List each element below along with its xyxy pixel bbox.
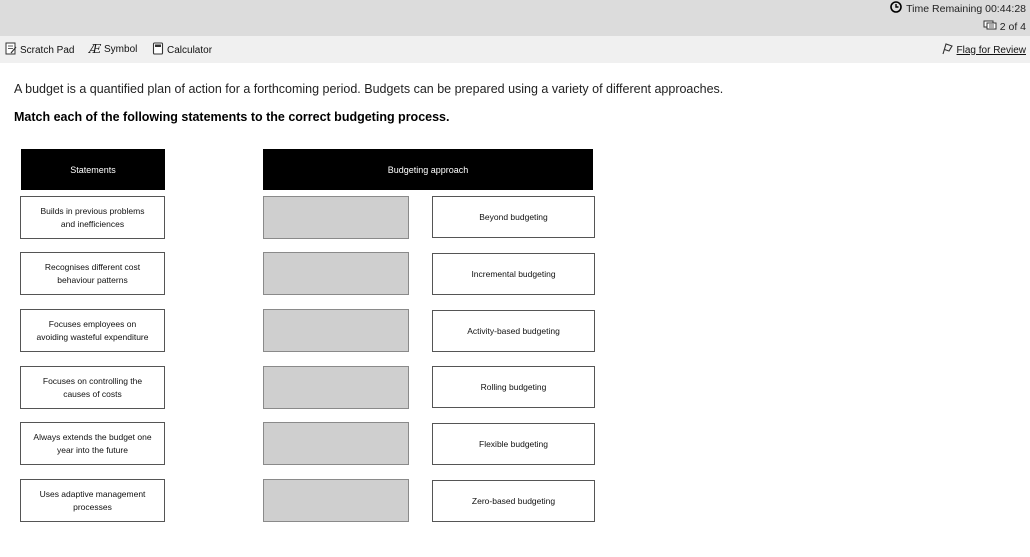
statement-line: year into the future: [57, 444, 128, 455]
statement-5[interactable]: [20, 422, 165, 465]
question-instruction: Match each of the following statements to the correct budgeting process.: [14, 110, 450, 124]
toolbar: [0, 36, 1030, 63]
drop-target-6[interactable]: [263, 479, 409, 522]
drop-target-2[interactable]: [263, 252, 409, 295]
statement-line: Uses adaptive management: [39, 489, 146, 500]
symbol-button[interactable]: [89, 42, 137, 56]
scratch-pad-label: Scratch Pad: [20, 44, 75, 56]
approach-option-incremental[interactable]: Incremental budgeting: [432, 253, 595, 295]
statement-4[interactable]: [20, 366, 165, 409]
drop-target-4[interactable]: [263, 366, 409, 409]
approach-option-beyond[interactable]: Beyond budgeting: [432, 196, 595, 238]
symbol-label: Symbol: [104, 43, 138, 55]
calculator-button[interactable]: [152, 42, 212, 58]
statement-1[interactable]: [20, 196, 165, 239]
budgeting-approach-header: Budgeting approach: [263, 149, 593, 190]
drop-target-1[interactable]: [263, 196, 409, 239]
statement-line: and inefficiences: [60, 218, 125, 229]
page-indicator: [983, 20, 1026, 33]
flag-for-review-button[interactable]: [941, 42, 1026, 58]
statement-line: Always extends the budget one: [33, 432, 152, 443]
statement-line: Focuses employees on: [48, 319, 137, 330]
flag-icon: [941, 42, 954, 58]
question-intro: A budget is a quantified plan of action for a forthcoming period. Budgets can be prepared using a variety of different approaches.: [14, 82, 724, 96]
statement-line: avoiding wasteful expenditure: [36, 331, 149, 342]
statement-line: processes: [73, 501, 112, 512]
symbol-icon: Æ: [89, 42, 102, 56]
statement-3[interactable]: [20, 309, 165, 352]
time-remaining: [890, 1, 1026, 16]
statement-6[interactable]: [20, 479, 165, 522]
pages-icon: [983, 20, 997, 33]
statements-header: Statements: [21, 149, 165, 190]
approach-option-flexible[interactable]: Flexible budgeting: [432, 423, 595, 465]
drop-target-3[interactable]: [263, 309, 409, 352]
statement-line: Focuses on controlling the: [42, 376, 143, 387]
calculator-icon: [152, 42, 164, 58]
time-remaining-text: Time Remaining 00:44:28: [906, 2, 1026, 15]
approach-option-activity-based[interactable]: Activity-based budgeting: [432, 310, 595, 352]
statement-2[interactable]: [20, 252, 165, 295]
scratch-pad-icon: [5, 42, 17, 58]
drop-target-5[interactable]: [263, 422, 409, 465]
calculator-label: Calculator: [167, 44, 213, 56]
statement-line: behaviour patterns: [57, 274, 128, 285]
scratch-pad-button[interactable]: [5, 42, 74, 58]
page-indicator-text: 2 of 4: [999, 20, 1026, 33]
statement-line: causes of costs: [63, 388, 122, 399]
approach-option-rolling[interactable]: Rolling budgeting: [432, 366, 595, 408]
statement-line: Builds in previous problems: [40, 206, 145, 217]
top-bar: [0, 0, 1030, 36]
approach-option-zero-based[interactable]: Zero-based budgeting: [432, 480, 595, 522]
statement-line: Recognises different cost: [44, 262, 141, 273]
clock-icon: [890, 1, 902, 16]
flag-for-review-label: Flag for Review: [956, 44, 1026, 56]
